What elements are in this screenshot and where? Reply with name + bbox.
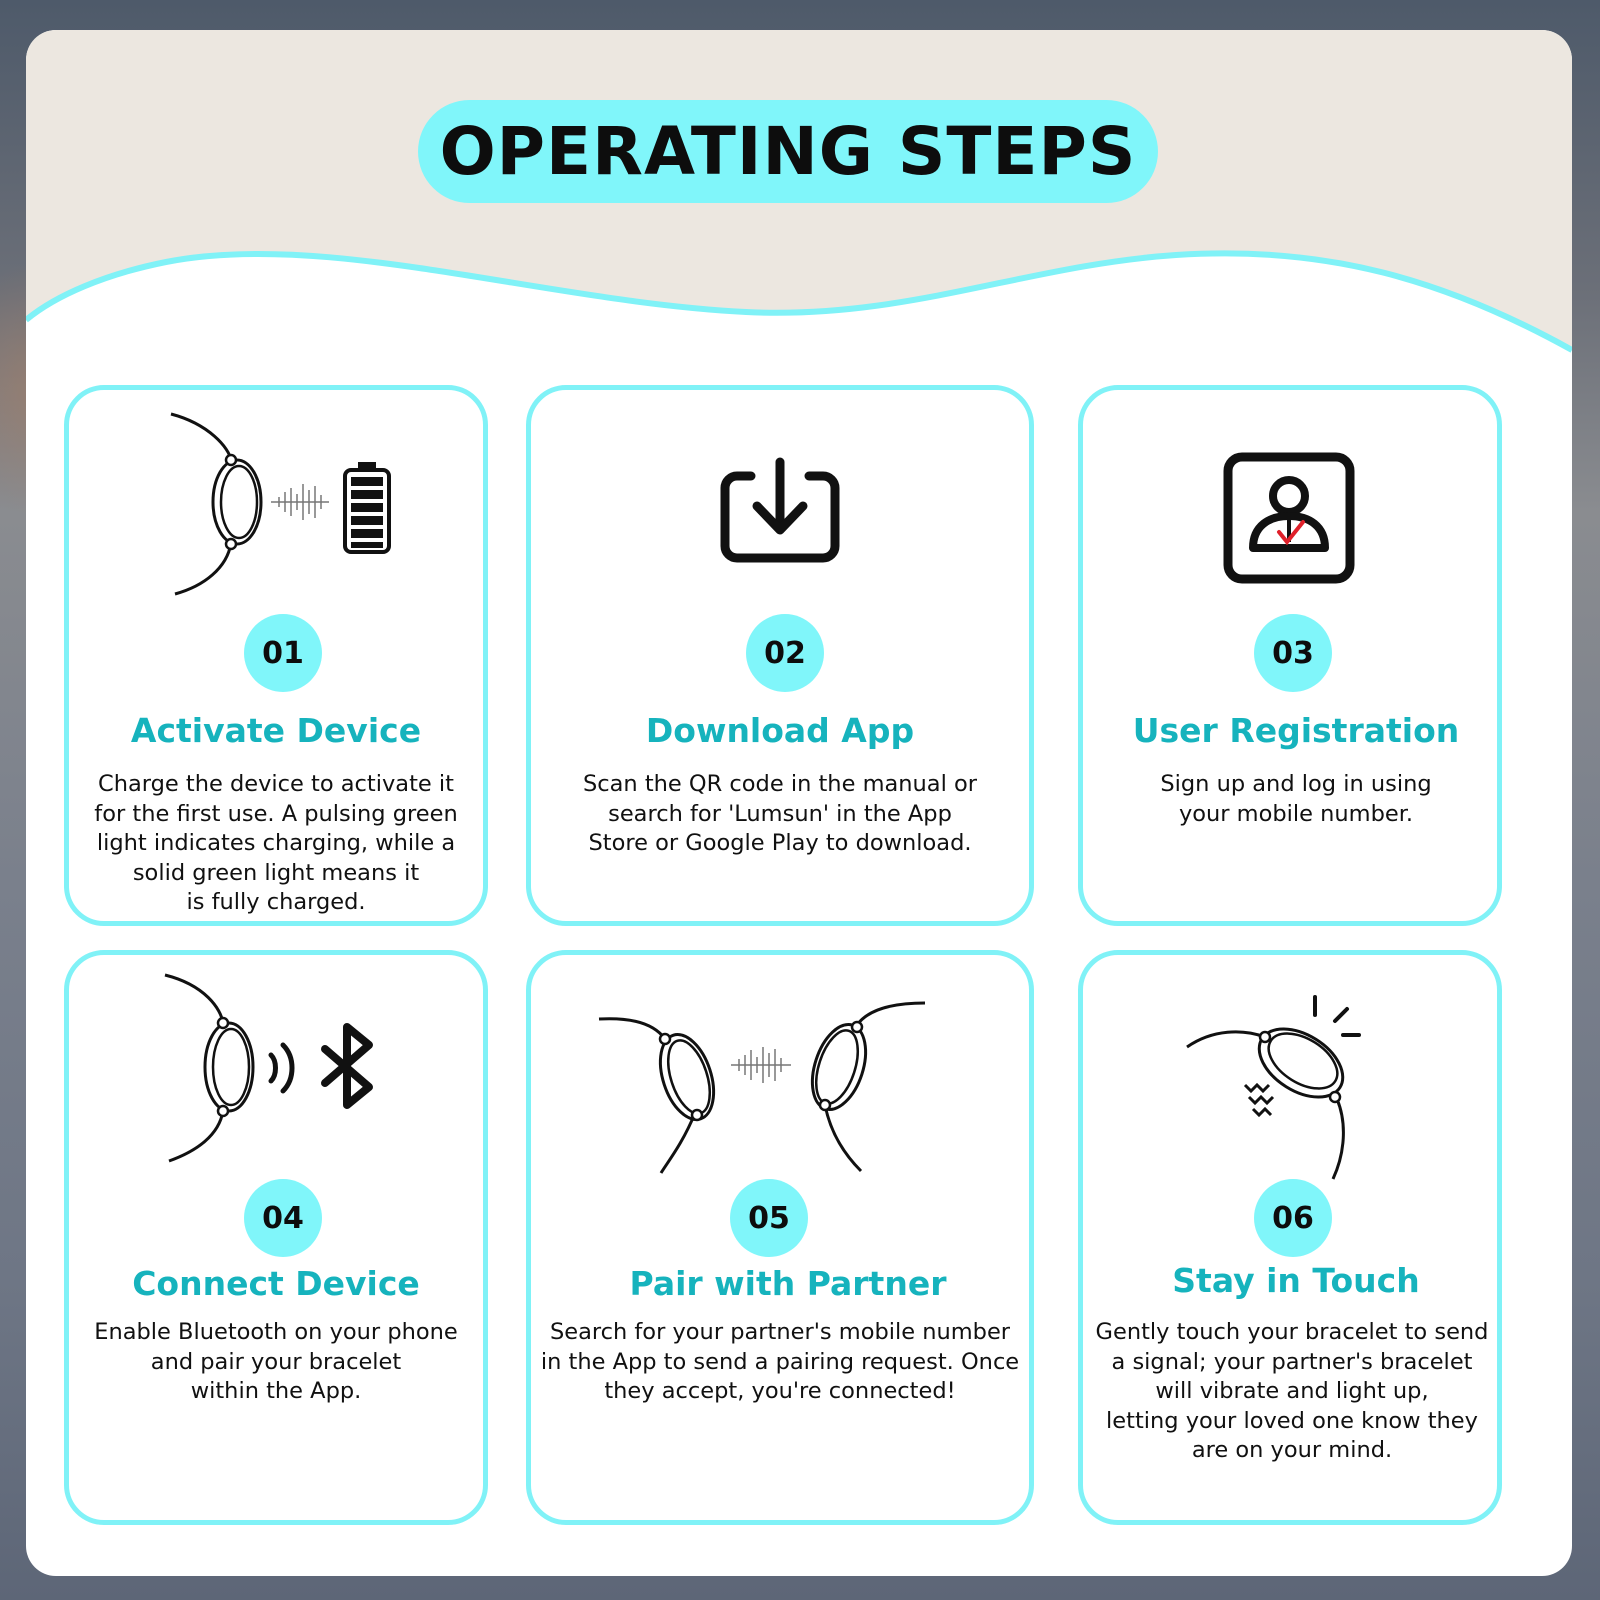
step-number: 01 <box>262 635 304 671</box>
step-number-badge <box>730 1179 808 1257</box>
description-line: will vibrate and light up, <box>1155 1378 1429 1404</box>
step-number: 02 <box>764 635 806 671</box>
step-description <box>1089 770 1503 829</box>
step-description <box>1085 1318 1499 1466</box>
step-number: 06 <box>1272 1200 1314 1236</box>
page-title: OPERATING STEPS <box>439 113 1137 190</box>
description-line: Search for your partner's mobile number <box>549 1319 1011 1345</box>
title-banner <box>418 100 1158 203</box>
description-line: Gently touch your bracelet to send <box>1095 1319 1489 1345</box>
user-check-icon <box>1223 452 1355 584</box>
description-line: are on your mind. <box>1191 1437 1393 1463</box>
description-line: your mobile number. <box>1178 800 1414 827</box>
step-card-4 <box>64 950 488 1525</box>
step-number-badge <box>244 614 322 692</box>
step-card-6 <box>1078 950 1502 1525</box>
description-line: letting your loved one know they <box>1106 1407 1478 1434</box>
description-line: for the first use. A pulsing green <box>94 800 458 827</box>
step-card-5 <box>526 950 1034 1525</box>
step-number-badge <box>244 1179 322 1257</box>
step-card-3 <box>1078 385 1502 926</box>
step-title: User Registration <box>1132 711 1460 750</box>
description-line: Sign up and log in using <box>1160 771 1432 797</box>
step-title: Download App <box>645 711 915 750</box>
step-description <box>531 1318 1029 1407</box>
step-card-2 <box>526 385 1034 926</box>
step-number: 04 <box>262 1200 304 1236</box>
step-description <box>69 1318 483 1407</box>
download-icon <box>715 456 845 570</box>
description-line: is fully charged. <box>186 889 366 915</box>
bracelet-battery-icon <box>159 408 399 608</box>
description-line: in the App to send a pairing request. Once <box>540 1348 1020 1375</box>
step-number-badge <box>1254 1179 1332 1257</box>
header-wave <box>26 30 1572 390</box>
step-card-1 <box>64 385 488 926</box>
instructions-panel <box>26 30 1572 1576</box>
step-number: 03 <box>1272 635 1314 671</box>
description-line: search for 'Lumsun' in the App <box>608 800 952 827</box>
step-description <box>69 770 483 918</box>
step-title: Activate Device <box>130 711 422 750</box>
description-line: Store or Google Play to download. <box>588 830 972 856</box>
step-number: 05 <box>748 1200 790 1236</box>
step-number-badge <box>746 614 824 692</box>
step-title: Connect Device <box>132 1264 420 1303</box>
description-line: within the App. <box>190 1378 362 1404</box>
step-description <box>531 770 1029 859</box>
step-number-badge <box>1254 614 1332 692</box>
description-line: a signal; your partner's bracelet <box>1111 1348 1473 1375</box>
description-line: solid green light means it <box>132 859 420 886</box>
description-line: Scan the QR code in the manual or <box>582 771 977 797</box>
description-line: Enable Bluetooth on your phone <box>94 1319 458 1345</box>
step-title: Pair with Partner <box>629 1264 947 1303</box>
bracelet-bluetooth-icon <box>159 971 399 1171</box>
bracelet-touch-icon <box>1183 993 1383 1193</box>
bracelet-pair-icon <box>595 995 935 1185</box>
description-line: Charge the device to activate it <box>98 771 454 797</box>
step-title: Stay in Touch <box>1172 1261 1420 1300</box>
description-line: they accept, you're connected! <box>604 1378 956 1404</box>
description-line: and pair your bracelet <box>150 1348 402 1375</box>
description-line: light indicates charging, while a <box>96 830 456 856</box>
